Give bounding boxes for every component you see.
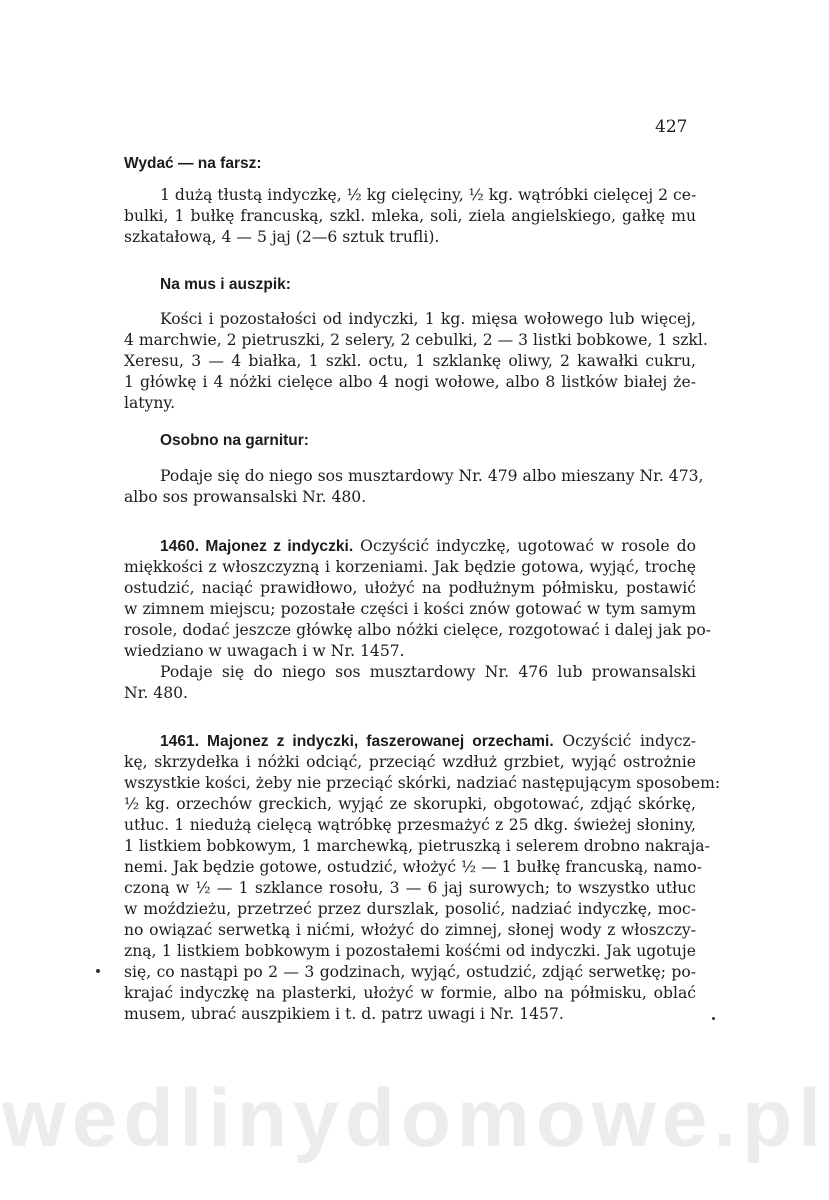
text-line: Xeresu, 3 — 4 białka, 1 szkl. octu, 1 szklankę oliwy, 2 kawałki cukru, (124, 352, 696, 370)
page-number: 427 (655, 117, 688, 137)
text-line: rosole, dodać jeszcze główkę albo nóżki cielęce, rozgotować i dalej jak po- (124, 621, 712, 639)
text-line: się, co nastąpi po 2 — 3 godzinach, wyjąć, ostudzić, zdjąć serwetkę; po- (124, 963, 696, 981)
text-line: 1 listkiem bobkowym, 1 marchewką, pietruszką i selerem drobno nakraja- (124, 837, 710, 855)
print-speck (712, 1017, 715, 1020)
text-line: utłuc. 1 niedużą cielęcą wątróbkę przesmażyć z 25 dkg. świeżej słoniny, (124, 816, 696, 834)
recipe-1461 (124, 731, 721, 1025)
text-line: Podaje się do niego sos musztardowy Nr. 479 albo mieszany Nr. 473, (160, 467, 704, 485)
text-line: kę, skrzydełka i nóżki odciąć, przeciąć wzdłuż grzbiet, wyjąć ostrożnie (124, 753, 696, 771)
text-line: 1 dużą tłustą indyczkę, ½ kg cielęciny, ½ kg. wątróbki cielęcej 2 ce- (160, 186, 697, 204)
text-line: ostudzić, naciąć prawidłowo, ułożyć na podłużnym półmisku, postawić (124, 579, 696, 597)
garnish-text (124, 466, 704, 508)
text-line: Kości i pozostałości od indyczki, 1 kg. mięsa wołowego lub więcej, (160, 310, 696, 328)
text-line: wszystkie kości, żeby nie przeciąć skórki, nadziać następującym sposobem: (124, 774, 721, 792)
text-line: w zimnem miejscu; pozostałe części i kości znów gotować w tym samym (124, 600, 696, 618)
text-fragment: Oczyścić indyczkę, ugotować w rosole do (360, 537, 696, 555)
text-line: 1 główkę i 4 nóżki cielęce albo 4 nogi wołowe, albo 8 listków białej że- (124, 373, 696, 391)
text-line: albo sos prowansalski Nr. 480. (124, 488, 367, 506)
print-speck (96, 969, 100, 973)
recipe-first-line (124, 536, 696, 557)
text-line: wiedziano w uwagach i w Nr. 1457. (124, 642, 405, 660)
text-line: krajać indyczkę na plasterki, ułożyć w formie, albo na półmisku, oblać (124, 984, 696, 1002)
recipe-1460 (124, 536, 712, 704)
recipe-title: 1460. Majonez z indyczki. (160, 538, 354, 555)
text-line: bulki, 1 bułkę francuską, szkl. mleka, soli, ziela angielskiego, gałkę mu (124, 207, 696, 225)
filling-ingredients (124, 185, 696, 248)
text-line: latyny. (124, 394, 176, 412)
recipe-first-line (124, 731, 696, 752)
watermark: wedlinydomowe.pl (2, 1073, 827, 1164)
text-fragment: Oczyścić indycz- (562, 732, 696, 750)
text-line: 4 marchwie, 2 pietruszki, 2 selery, 2 cebulki, 2 — 3 listki bobkowe, 1 szkl. (124, 331, 708, 349)
text-line: szkatałową, 4 — 5 jaj (2—6 sztuk trufli). (124, 228, 440, 246)
text-line: musem, ubrać auszpikiem i t. d. patrz uwagi i Nr. 1457. (124, 1005, 564, 1023)
recipe-title: 1461. Majonez z indyczki, faszerowanej orzechami. (160, 733, 554, 750)
mousse-heading: Na mus i auszpik: (160, 276, 291, 293)
filling-heading: Wydać — na farsz: (124, 155, 262, 172)
text-line: czoną w ½ — 1 szklance rosołu, 3 — 6 jaj surowych; to wszystko utłuc (124, 879, 696, 897)
text-line: miękkości z włoszczyzną i korzeniami. Jak będzie gotowa, wyjąć, trochę (124, 558, 696, 576)
text-line: no owiązać serwetką i nićmi, włożyć do zimnej, słonej wody z włoszczy- (124, 921, 696, 939)
garnish-heading: Osobno na garnitur: (160, 432, 309, 449)
text-line: nemi. Jak będzie gotowe, ostudzić, włożyć ½ — 1 bułkę francuską, namo- (124, 858, 703, 876)
text-line: zną, 1 listkiem bobkowym i pozostałemi kośćmi od indyczki. Jak ugotuje (124, 942, 696, 960)
text-line: Podaje się do niego sos musztardowy Nr. 476 lub prowansalski (160, 663, 696, 681)
text-line: w moździeżu, przetrzeć przez durszlak, posolić, nadziać indyczkę, moc- (124, 900, 696, 918)
text-line: ½ kg. orzechów greckich, wyjąć ze skorupki, obgotować, zdjąć skórkę, (124, 795, 696, 813)
mousse-ingredients (124, 309, 708, 414)
text-line: Nr. 480. (124, 684, 189, 702)
